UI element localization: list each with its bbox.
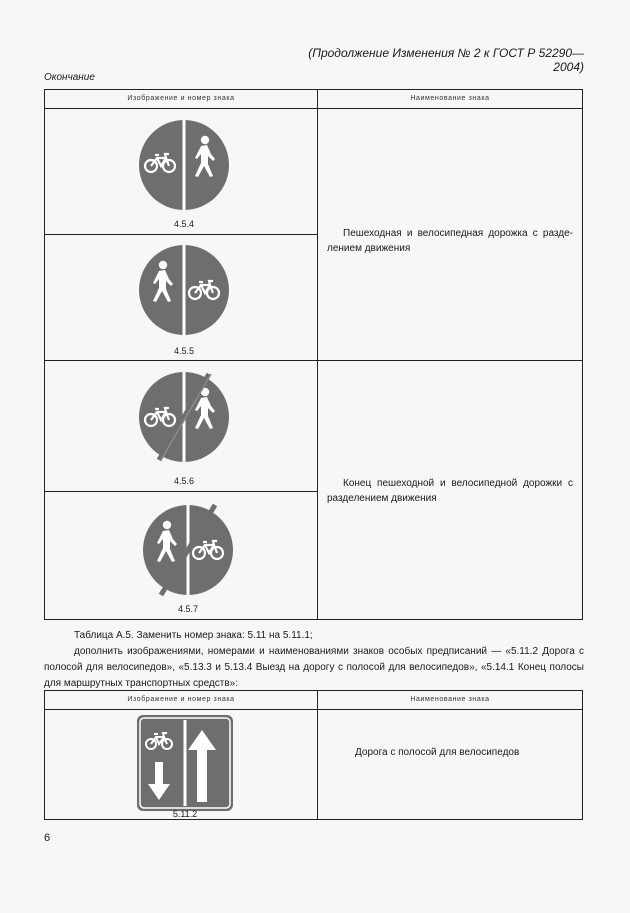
amendment-paragraph (44, 628, 584, 692)
sign-number: 4.5.5 (173, 346, 195, 356)
sign-4-5-7-icon (141, 503, 235, 597)
page-number: 6 (44, 832, 51, 844)
sign-5-11-2-icon (136, 714, 234, 812)
column-header-image: Изображение и номер знака (127, 696, 235, 703)
signs-table (44, 89, 583, 620)
column-header-name: Наименование знака (410, 95, 490, 102)
sign-number: 4.5.6 (173, 476, 195, 486)
column-header-image: Изображение и номер знака (127, 95, 235, 102)
signs-table-2 (44, 690, 583, 820)
sign-4-5-4-icon (137, 118, 231, 212)
paragraph-line: Таблица А.5. Заменить номер знака: 5.11 на 5.11.1; (74, 630, 313, 641)
sign-name-pedestrian-bicycle-path: Пешеходная и велосипедная дорожка с разде-лением движения (327, 228, 573, 254)
sign-number: 4.5.4 (173, 219, 195, 229)
sign-4-5-5-icon (137, 243, 231, 337)
continuation-note: (Продолжение Изменения № 2 к ГОСТ Р 52290—2004) (308, 46, 584, 74)
sign-name-bicycle-lane-road: Дорога с полосой для велосипедов (355, 747, 520, 758)
column-header-name: Наименование знака (410, 696, 490, 703)
sign-name-end-pedestrian-bicycle-path: Конец пешеходной и велосипедной дорожки с разделением движения (327, 478, 573, 504)
paragraph-body: дополнить изображениями, номерами и наименованиями знаков особых предписаний — «5.11.2 Дорога с полосой для велосипедов», «5.13.3 и 5.13.4 Выезд на дорогу с полосой для велосипедов», «5.14.1 Конец полосы для маршрутных транспортных средств»: (44, 646, 584, 689)
ending-label: Окончание (44, 72, 95, 83)
sign-4-5-6-icon (137, 370, 231, 464)
sign-number: 4.5.7 (177, 604, 199, 614)
sign-number: 5.11.2 (172, 809, 198, 819)
paragraph-text (44, 644, 584, 692)
